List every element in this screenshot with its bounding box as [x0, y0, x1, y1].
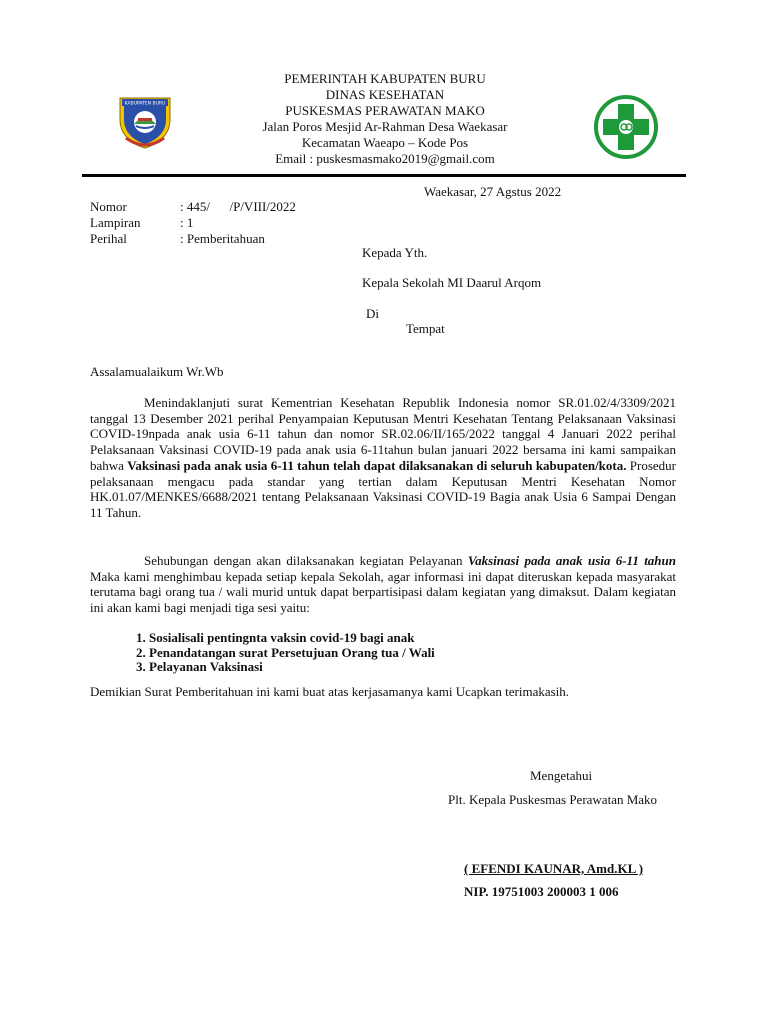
body-paragraph-1 [90, 395, 676, 521]
list-item: 3. Pelayanan Vaksinasi [136, 659, 263, 674]
para2-emphasis: Vaksinasi pada anak usia 6-11 tahun [467, 553, 676, 568]
regency-crest-logo [116, 94, 174, 150]
letterhead-district: Kecamatan Waeapo – Kode Pos [301, 135, 469, 150]
letterhead-line-3: PUSKESMAS PERAWATAN MAKO [285, 103, 485, 118]
letterhead-email: Email : puskesmasmako2019@gmail.com [275, 151, 495, 166]
letter-meta [90, 199, 296, 247]
letterhead-address: Jalan Poros Mesjid Ar-Rahman Desa Waekasar [262, 119, 508, 134]
lampiran-label: Lampiran [90, 215, 141, 230]
regency-crest-icon [116, 94, 174, 150]
recipient-di: Di [366, 306, 379, 321]
para1-text-c: Prosedur pelaksanaan mengacu pada standar yang tertian dalam Keputusan Mentri Kesehatan Nomor HK.01.07/MENKES/6688/2021 tentang Pelaksanaan Vaksinasi COVID-19 Bagia anak Usia 6 Sampai Dengan 11 Tahun. [90, 457, 676, 520]
signature-acknowledge: Mengetahui [530, 768, 593, 783]
recipient-tempat: Tempat [406, 321, 445, 336]
letterhead-line-2: DINAS KESEHATAN [325, 87, 445, 102]
body-paragraph-2 [90, 553, 676, 616]
recipient-kepada: Kepada Yth. [362, 245, 428, 260]
list-item: 2. Penandatangan surat Persetujuan Orang tua / Wali [136, 644, 435, 660]
signature-name: ( EFENDI KAUNAR, Amd.KL ) [464, 861, 644, 876]
para1-text-a: Menindaklanjuti surat Kementrian Kesehatan Republik Indonesia nomor SR.01.02/4/3309/2021 tanggal 13 Desember 2021 perihal Penyampaian Keputusan Mentri Kesehatan Tentang Pelaksanaan Vaksinasi COVID-19npada anak usia 6-11 tahun dan nomor SR.02.06/II/165/2022 tanggal 4 Januari 2022 perihal Pelaksanaan Vaksinasi COVID-19 pada anak usia 6-11tahun bulan januari 2022 bersama ini kami sampaikan bahwa [90, 395, 676, 473]
letterhead-divider [82, 174, 686, 177]
lampiran-value: : 1 [180, 215, 194, 230]
crest-banner-text: KABUPATEN BURU [124, 101, 166, 107]
session-list [136, 631, 435, 675]
perihal-value: : Pemberitahuan [180, 231, 265, 246]
perihal-label: Perihal [90, 231, 127, 246]
letterhead [200, 71, 570, 167]
para2-text-c: Maka kami menghimbau kepada setiap kepala Sekolah, agar informasi ini dapat diteruskan kepada masyarakat terutama bagi orang tua / wali murid untuk dapat berpartisipasi dalam kegiatan yang dimaksut. Dalam kegiatan ini akan kami bagi menjadi tiga sesi yaitu: [90, 568, 676, 616]
nomor-label: Nomor [90, 199, 127, 214]
nomor-value: : 445/ /P/VIII/2022 [180, 199, 296, 214]
greeting: Assalamualaikum Wr.Wb [90, 364, 224, 379]
signature-position: Plt. Kepala Puskesmas Perawatan Mako [448, 792, 658, 807]
recipient-name: Kepala Sekolah MI Daarul Arqom [362, 275, 542, 290]
para1-emphasis: Vaksinasi pada anak usia 6-11 tahun telah dapat dilaksanakan di seluruh kabupaten/kota. [127, 457, 627, 473]
letter-date: Waekasar, 27 Agstus 2022 [424, 184, 562, 199]
puskesmas-logo [593, 94, 659, 160]
para2-text-a: Sehubungan dengan akan dilaksanakan kegiatan Pelayanan [144, 553, 468, 568]
closing-text: Demikian Surat Pemberitahuan ini kami buat atas kerjasamanya kami Ucapkan terimakasih. [90, 684, 570, 699]
puskesmas-cross-icon [593, 94, 659, 160]
letterhead-line-1: PEMERINTAH KABUPATEN BURU [284, 71, 486, 86]
signature-nip: NIP. 19751003 200003 1 006 [464, 884, 619, 899]
list-item: 1. Sosialisali pentingnta vaksin covid-19 bagi anak [136, 630, 415, 645]
